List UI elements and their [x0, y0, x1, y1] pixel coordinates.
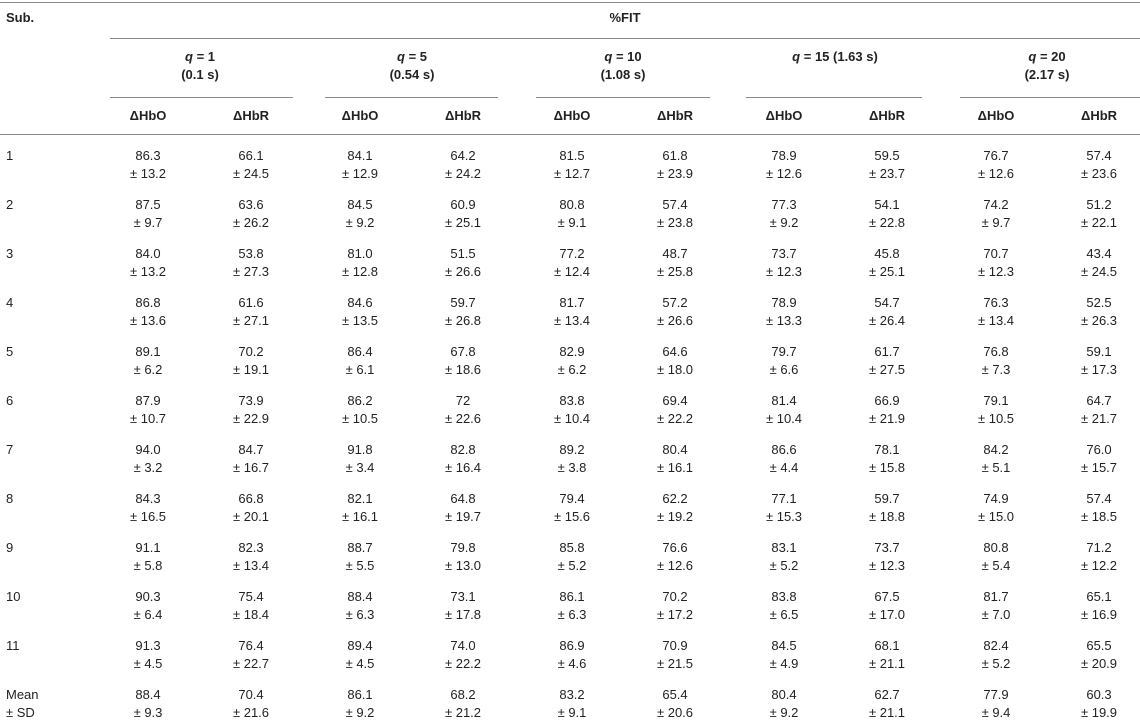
cell-mean: 91.3	[135, 638, 161, 653]
cell-sd: ± 5.2	[981, 656, 1011, 671]
q-value: = 15 (1.63 s)	[800, 49, 878, 64]
row-sub-label: 3	[6, 246, 14, 261]
cell-sd: ± 5.2	[769, 558, 799, 573]
cell-mean: 73.7	[874, 540, 900, 555]
cell-mean: 74.0	[450, 638, 476, 653]
cell-sd: ± 26.4	[868, 313, 906, 328]
cell-mean: 81.7	[983, 589, 1009, 604]
cell-mean: 84.6	[347, 295, 373, 310]
cell-sd: ± 6.4	[133, 607, 163, 622]
q-header-5	[947, 48, 1140, 66]
cell-sd: ± 13.0	[444, 558, 482, 573]
cell-sd: ± 5.8	[133, 558, 163, 573]
cell-mean: 82.8	[450, 442, 476, 457]
cell-sd: ± 22.2	[444, 656, 482, 671]
cell-sd: ± 17.2	[656, 607, 694, 622]
cell-mean: 57.4	[1086, 491, 1112, 506]
fit-header: %FIT	[609, 10, 641, 25]
cell-mean: 84.2	[983, 442, 1009, 457]
cell-sd: ± 21.9	[868, 411, 906, 426]
cell-sd: ± 19.1	[232, 362, 270, 377]
cell-mean: 81.4	[771, 393, 797, 408]
cell-sd: ± 18.8	[868, 509, 906, 524]
cell-mean: 77.9	[983, 687, 1009, 702]
cell-sd: ± 27.3	[232, 264, 270, 279]
cell-mean: 52.5	[1086, 295, 1112, 310]
cell-mean: 78.9	[771, 148, 797, 163]
cell-mean: 84.0	[135, 246, 161, 261]
cell-mean: 82.9	[559, 344, 585, 359]
cell-sd: ± 27.5	[868, 362, 906, 377]
cell-sd: ± 10.5	[977, 411, 1015, 426]
cell-sd: ± 7.3	[981, 362, 1011, 377]
cell-mean: 80.4	[662, 442, 688, 457]
q-time-5: (2.17 s)	[1024, 67, 1070, 82]
cell-sd: ± 4.5	[345, 656, 375, 671]
cell-mean: 88.4	[135, 687, 161, 702]
cell-mean: 70.4	[238, 687, 264, 702]
cell-mean: 84.3	[135, 491, 161, 506]
cell-mean: 84.7	[238, 442, 264, 457]
hbr-header-4: ΔHbR	[868, 108, 906, 123]
cell-sd: ± 17.0	[868, 607, 906, 622]
cell-sd: ± 12.9	[341, 166, 379, 181]
top-rule	[0, 2, 1140, 3]
cell-sd: ± 3.4	[345, 460, 375, 475]
cell-sd: ± 22.1	[1080, 215, 1118, 230]
cell-mean: 74.2	[983, 197, 1009, 212]
cell-sd: ± 5.2	[557, 558, 587, 573]
q-time-3: (1.08 s)	[600, 67, 646, 82]
cell-mean: 89.4	[347, 638, 373, 653]
cell-sd: ± 25.1	[444, 215, 482, 230]
cell-mean: 68.2	[450, 687, 476, 702]
cell-sd: ± 4.4	[769, 460, 799, 475]
cell-mean: 73.7	[771, 246, 797, 261]
cell-mean: 81.0	[347, 246, 373, 261]
cell-mean: 87.5	[135, 197, 161, 212]
cell-mean: 61.8	[662, 148, 688, 163]
cell-sd: ± 6.6	[769, 362, 799, 377]
cell-mean: 43.4	[1086, 246, 1112, 261]
cell-sd: ± 20.1	[232, 509, 270, 524]
cell-mean: 59.1	[1086, 344, 1112, 359]
cell-mean: 78.1	[874, 442, 900, 457]
row-sub-label: 5	[6, 344, 14, 359]
cell-mean: 88.4	[347, 589, 373, 604]
cell-mean: 76.8	[983, 344, 1009, 359]
cell-sd: ± 25.8	[656, 264, 694, 279]
cell-mean: 60.3	[1086, 687, 1112, 702]
q-value: = 20	[1036, 49, 1066, 64]
cell-sd: ± 9.7	[981, 215, 1011, 230]
cell-mean: 86.3	[135, 148, 161, 163]
cell-sd: ± 9.1	[557, 705, 587, 720]
q-header-3	[523, 48, 723, 66]
group-rule-4	[746, 97, 922, 98]
hbo-header-5: ΔHbO	[977, 108, 1015, 123]
cell-sd: ± 15.6	[553, 509, 591, 524]
cell-sd: ± 21.7	[1080, 411, 1118, 426]
cell-mean: 76.7	[983, 148, 1009, 163]
cell-mean: 73.9	[238, 393, 264, 408]
cell-mean: 62.2	[662, 491, 688, 506]
q-symbol: q	[604, 49, 613, 64]
cell-sd: ± 13.2	[129, 264, 167, 279]
cell-mean: 80.4	[771, 687, 797, 702]
hbo-header-2: ΔHbO	[341, 108, 379, 123]
group-rule-3	[536, 97, 710, 98]
cell-mean: 91.1	[135, 540, 161, 555]
cell-sd: ± 16.1	[656, 460, 694, 475]
cell-mean: 81.5	[559, 148, 585, 163]
cell-sd: ± 21.6	[232, 705, 270, 720]
cell-sd: ± 4.9	[769, 656, 799, 671]
cell-mean: 72	[455, 393, 471, 408]
cell-mean: 94.0	[135, 442, 161, 457]
row-sub-label: Mean	[6, 687, 39, 702]
cell-sd: ± 17.8	[444, 607, 482, 622]
cell-mean: 83.8	[559, 393, 585, 408]
cell-sd: ± 13.4	[553, 313, 591, 328]
cell-mean: 87.9	[135, 393, 161, 408]
cell-mean: 82.3	[238, 540, 264, 555]
row-sub-label: 11	[6, 638, 20, 653]
cell-sd: ± 13.4	[977, 313, 1015, 328]
q-header-1	[100, 48, 300, 66]
cell-sd: ± 15.3	[765, 509, 803, 524]
q-symbol: q	[397, 49, 405, 64]
cell-sd: ± 10.7	[129, 411, 167, 426]
cell-sd: ± 17.3	[1080, 362, 1118, 377]
row-sub-label: 4	[6, 295, 14, 310]
cell-mean: 71.2	[1086, 540, 1112, 555]
cell-mean: 69.4	[662, 393, 688, 408]
cell-sd: ± 10.5	[341, 411, 379, 426]
cell-mean: 61.7	[874, 344, 900, 359]
cell-sd: ± 12.4	[553, 264, 591, 279]
cell-sd: ± 16.9	[1080, 607, 1118, 622]
cell-mean: 74.9	[983, 491, 1009, 506]
cell-sd: ± 12.3	[868, 558, 906, 573]
cell-sd: ± 25.1	[868, 264, 906, 279]
cell-sd: ± 12.6	[656, 558, 694, 573]
cell-sd: ± 13.3	[765, 313, 803, 328]
cell-mean: 70.2	[238, 344, 264, 359]
cell-mean: 64.8	[450, 491, 476, 506]
cell-mean: 67.5	[874, 589, 900, 604]
cell-sd: ± 24.5	[1080, 264, 1118, 279]
cell-mean: 79.4	[559, 491, 585, 506]
cell-sd: ± 15.8	[868, 460, 906, 475]
cell-mean: 65.4	[662, 687, 688, 702]
cell-mean: 76.3	[983, 295, 1009, 310]
cell-sd: ± 26.6	[656, 313, 694, 328]
cell-mean: 65.1	[1086, 589, 1112, 604]
cell-mean: 59.7	[874, 491, 900, 506]
cell-mean: 77.2	[559, 246, 585, 261]
cell-sd: ± 19.9	[1080, 705, 1118, 720]
cell-sd: ± 26.8	[444, 313, 482, 328]
row-sub-label: 9	[6, 540, 14, 555]
cell-sd: ± 9.1	[557, 215, 587, 230]
cell-mean: 75.4	[238, 589, 264, 604]
cell-sd: ± 12.3	[977, 264, 1015, 279]
cell-sd: ± 18.4	[232, 607, 270, 622]
cell-mean: 82.1	[347, 491, 373, 506]
cell-mean: 70.9	[662, 638, 688, 653]
cell-sd: ± 10.4	[553, 411, 591, 426]
cell-mean: 86.6	[771, 442, 797, 457]
cell-mean: 64.2	[450, 148, 476, 163]
cell-sd: ± 9.2	[345, 215, 375, 230]
cell-mean: 86.2	[347, 393, 373, 408]
cell-sd: ± 5.5	[345, 558, 375, 573]
cell-sd: ± 6.3	[557, 607, 587, 622]
hbr-header-3: ΔHbR	[656, 108, 694, 123]
cell-sd: ± 23.6	[1080, 166, 1118, 181]
cell-mean: 64.7	[1086, 393, 1112, 408]
q-value: = 1	[192, 49, 215, 64]
cell-mean: 90.3	[135, 589, 161, 604]
q-time-2: (0.54 s)	[389, 67, 435, 82]
cell-mean: 66.1	[238, 148, 264, 163]
cell-sd: ± 6.5	[769, 607, 799, 622]
cell-mean: 84.1	[347, 148, 373, 163]
cell-mean: 63.6	[238, 197, 264, 212]
cell-sd: ± 16.7	[232, 460, 270, 475]
q-symbol: q	[1028, 49, 1037, 64]
hbr-header-1: ΔHbR	[232, 108, 270, 123]
cell-sd: ± 26.6	[444, 264, 482, 279]
cell-mean: 68.1	[874, 638, 900, 653]
cell-sd: ± 12.6	[765, 166, 803, 181]
cell-mean: 83.8	[771, 589, 797, 604]
cell-mean: 89.2	[559, 442, 585, 457]
cell-sd: ± 6.1	[345, 362, 375, 377]
cell-mean: 83.2	[559, 687, 585, 702]
q-symbol: q	[792, 49, 801, 64]
cell-mean: 91.8	[347, 442, 373, 457]
cell-sd: ± 13.2	[129, 166, 167, 181]
cell-mean: 59.7	[450, 295, 476, 310]
cell-sd: ± 22.8	[868, 215, 906, 230]
cell-sd: ± 22.2	[656, 411, 694, 426]
cell-sd: ± 9.4	[981, 705, 1011, 720]
sub-header: Sub.	[6, 10, 35, 25]
cell-mean: 59.5	[874, 148, 900, 163]
cell-sd: ± 24.5	[232, 166, 270, 181]
cell-sd: ± 18.5	[1080, 509, 1118, 524]
cell-sd: ± 10.4	[765, 411, 803, 426]
cell-sd: ± 16.5	[129, 509, 167, 524]
subheader-rule	[0, 134, 1140, 135]
cell-mean: 89.1	[135, 344, 161, 359]
cell-sd: ± 21.5	[656, 656, 694, 671]
cell-mean: 80.8	[983, 540, 1009, 555]
cell-sd: ± 4.6	[557, 656, 587, 671]
cell-sd: ± 21.1	[868, 705, 906, 720]
cell-sd: ± 13.5	[341, 313, 379, 328]
cell-sd: ± 9.2	[769, 215, 799, 230]
row-sub-label-2: ± SD	[6, 705, 35, 720]
cell-sd: ± 4.5	[133, 656, 163, 671]
row-sub-label: 10	[6, 589, 21, 604]
cell-sd: ± 18.6	[444, 362, 482, 377]
q-header-2	[312, 48, 512, 66]
cell-mean: 57.4	[1086, 148, 1112, 163]
hbr-header-2: ΔHbR	[444, 108, 482, 123]
cell-sd: ± 16.4	[444, 460, 482, 475]
cell-sd: ± 5.1	[981, 460, 1011, 475]
cell-mean: 48.7	[662, 246, 688, 261]
cell-sd: ± 19.7	[444, 509, 482, 524]
cell-mean: 79.1	[983, 393, 1009, 408]
cell-sd: ± 6.3	[345, 607, 375, 622]
cell-mean: 88.7	[347, 540, 373, 555]
hbo-header-1: ΔHbO	[129, 108, 167, 123]
cell-sd: ± 23.7	[868, 166, 906, 181]
hbo-header-4: ΔHbO	[765, 108, 803, 123]
cell-sd: ± 20.6	[656, 705, 694, 720]
cell-sd: ± 12.8	[341, 264, 379, 279]
cell-mean: 57.4	[662, 197, 688, 212]
cell-sd: ± 23.9	[656, 166, 694, 181]
cell-mean: 76.6	[662, 540, 688, 555]
cell-mean: 61.6	[238, 295, 264, 310]
cell-mean: 86.9	[559, 638, 585, 653]
cell-sd: ± 9.2	[769, 705, 799, 720]
cell-mean: 73.1	[450, 589, 476, 604]
cell-mean: 80.8	[559, 197, 585, 212]
cell-sd: ± 23.8	[656, 215, 694, 230]
cell-mean: 82.4	[983, 638, 1009, 653]
cell-sd: ± 6.2	[133, 362, 163, 377]
cell-sd: ± 18.0	[656, 362, 694, 377]
cell-mean: 78.9	[771, 295, 797, 310]
cell-mean: 67.8	[450, 344, 476, 359]
cell-sd: ± 27.1	[232, 313, 270, 328]
cell-mean: 77.1	[771, 491, 797, 506]
cell-mean: 66.9	[874, 393, 900, 408]
cell-sd: ± 9.7	[133, 215, 163, 230]
cell-mean: 53.8	[238, 246, 264, 261]
cell-mean: 66.8	[238, 491, 264, 506]
cell-mean: 54.1	[874, 197, 900, 212]
cell-sd: ± 16.1	[341, 509, 379, 524]
cell-mean: 76.0	[1086, 442, 1112, 457]
cell-sd: ± 21.1	[868, 656, 906, 671]
cell-sd: ± 5.4	[981, 558, 1011, 573]
cell-sd: ± 9.3	[133, 705, 163, 720]
cell-sd: ± 12.2	[1080, 558, 1118, 573]
row-sub-label: 2	[6, 197, 14, 212]
cell-mean: 79.8	[450, 540, 476, 555]
cell-mean: 65.5	[1086, 638, 1112, 653]
cell-sd: ± 22.9	[232, 411, 270, 426]
cell-sd: ± 9.2	[345, 705, 375, 720]
cell-mean: 86.4	[347, 344, 373, 359]
cell-mean: 70.2	[662, 589, 688, 604]
cell-mean: 81.7	[559, 295, 585, 310]
cell-mean: 84.5	[347, 197, 373, 212]
cell-mean: 79.7	[771, 344, 797, 359]
group-rule-5	[960, 97, 1140, 98]
cell-sd: ± 13.6	[129, 313, 167, 328]
cell-sd: ± 24.2	[444, 166, 482, 181]
cell-mean: 83.1	[771, 540, 797, 555]
cell-sd: ± 7.0	[981, 607, 1011, 622]
cell-sd: ± 3.2	[133, 460, 163, 475]
cell-sd: ± 21.2	[444, 705, 482, 720]
cell-mean: 77.3	[771, 197, 797, 212]
cell-mean: 86.1	[347, 687, 373, 702]
q-header-4	[735, 48, 935, 66]
cell-sd: ± 12.6	[977, 166, 1015, 181]
cell-sd: ± 19.2	[656, 509, 694, 524]
cell-mean: 86.8	[135, 295, 161, 310]
cell-sd: ± 15.0	[977, 509, 1015, 524]
cell-sd: ± 12.3	[765, 264, 803, 279]
cell-mean: 86.1	[559, 589, 585, 604]
row-sub-label: 6	[6, 393, 14, 408]
cell-sd: ± 13.4	[232, 558, 270, 573]
cell-mean: 64.6	[662, 344, 688, 359]
row-sub-label: 8	[6, 491, 14, 506]
cell-sd: ± 22.7	[232, 656, 270, 671]
cell-mean: 84.5	[771, 638, 797, 653]
fit-rule	[110, 38, 1140, 39]
cell-sd: ± 15.7	[1080, 460, 1118, 475]
cell-sd: ± 22.6	[444, 411, 482, 426]
cell-mean: 85.8	[559, 540, 585, 555]
cell-mean: 76.4	[238, 638, 264, 653]
cell-sd: ± 12.7	[553, 166, 591, 181]
cell-sd: ± 3.8	[557, 460, 587, 475]
q-value: = 5	[404, 49, 427, 64]
cell-sd: ± 6.2	[557, 362, 587, 377]
cell-mean: 70.7	[983, 246, 1009, 261]
cell-mean: 62.7	[874, 687, 900, 702]
group-rule-2	[325, 97, 498, 98]
cell-mean: 60.9	[450, 197, 476, 212]
cell-mean: 45.8	[874, 246, 900, 261]
hbr-header-5: ΔHbR	[1080, 108, 1118, 123]
cell-mean: 51.5	[450, 246, 476, 261]
cell-mean: 57.2	[662, 295, 688, 310]
q-time-1: (0.1 s)	[181, 67, 219, 82]
hbo-header-3: ΔHbO	[553, 108, 591, 123]
row-sub-label: 7	[6, 442, 14, 457]
group-rule-1	[110, 97, 293, 98]
cell-sd: ± 26.3	[1080, 313, 1118, 328]
q-symbol: q	[185, 49, 193, 64]
cell-sd: ± 20.9	[1080, 656, 1118, 671]
cell-mean: 54.7	[874, 295, 900, 310]
row-sub-label: 1	[6, 148, 14, 163]
q-value: = 10	[612, 49, 642, 64]
cell-mean: 51.2	[1086, 197, 1112, 212]
cell-sd: ± 26.2	[232, 215, 270, 230]
